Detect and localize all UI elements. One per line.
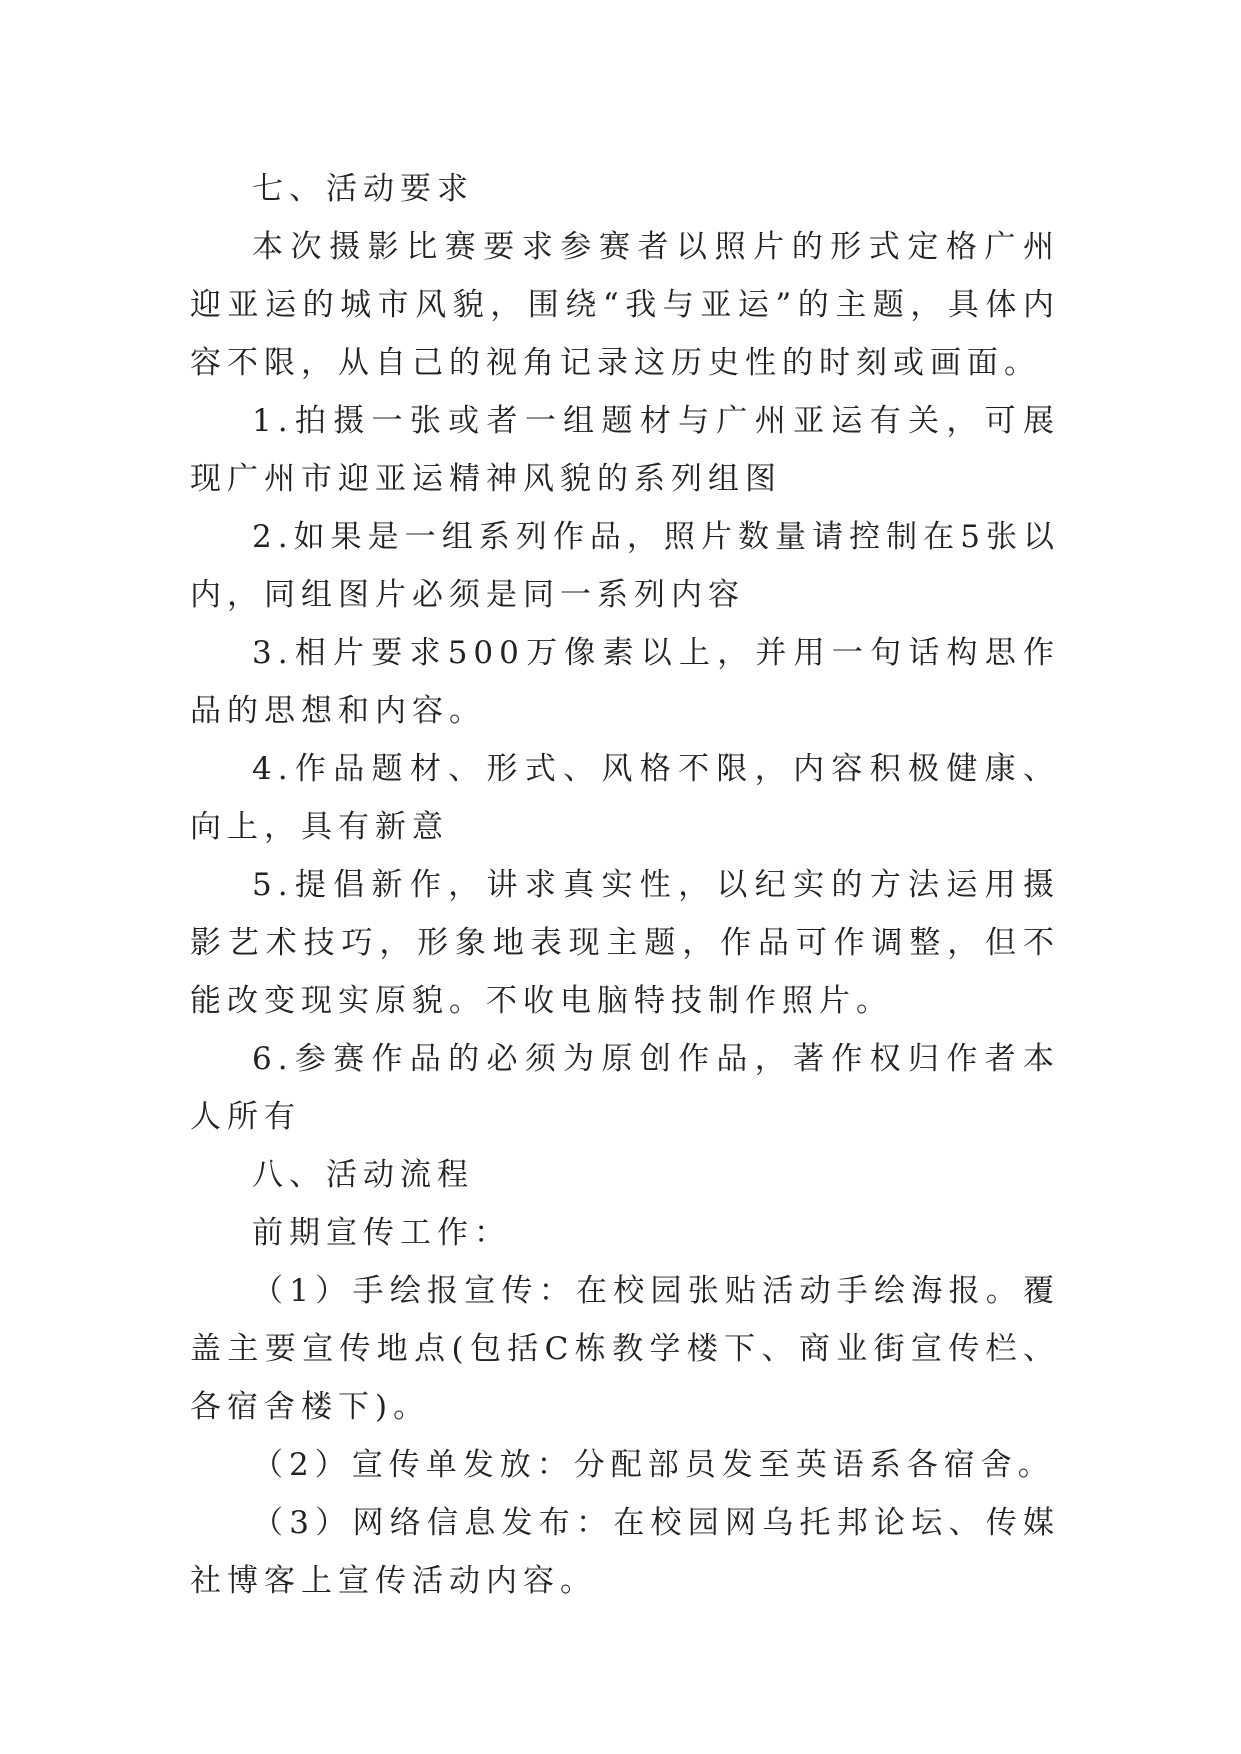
subheading-publicity: 前期宣传工作： [252, 1215, 511, 1251]
requirement-item-1: 1.拍摄一张或者一组题材与广州亚运有关，可展现广州市迎亚运精神风貌的系列组图 [190, 403, 1060, 497]
publicity-item-3: （3）网络信息发布：在校园网乌托邦论坛、传媒社博客上宣传活动内容。 [190, 1505, 1060, 1599]
requirement-item-3: 3.相片要求500万像素以上，并用一句话构思作品的思想和内容。 [190, 635, 1060, 729]
requirement-item-4: 4.作品题材、形式、风格不限，内容积极健康、向上，具有新意 [190, 751, 1060, 845]
section-heading-process: 八、活动流程 [252, 1157, 474, 1193]
requirement-item-5: 5.提倡新作，讲求真实性，以纪实的方法运用摄影艺术技巧，形象地表现主题，作品可作调整，但不能改变现实原貌。不收电脑特技制作照片。 [190, 867, 1060, 1019]
document-body [190, 160, 1060, 1610]
requirement-item-2: 2.如果是一组系列作品，照片数量请控制在5张以内，同组图片必须是同一系列内容 [190, 519, 1060, 613]
publicity-item-1: （1）手绘报宣传：在校园张贴活动手绘海报。覆盖主要宣传地点(包括C栋教学楼下、商业街宣传栏、各宿舍楼下)。 [190, 1273, 1060, 1425]
requirement-item-6: 6.参赛作品的必须为原创作品，著作权归作者本人所有 [190, 1041, 1060, 1135]
section-heading-requirements: 七、活动要求 [252, 171, 474, 207]
paragraph-intro: 本次摄影比赛要求参赛者以照片的形式定格广州迎亚运的城市风貌，围绕“我与亚运”的主题，具体内容不限，从自己的视角记录这历史性的时刻或画面。 [190, 229, 1060, 381]
publicity-item-2: （2）宣传单发放：分配部员发至英语系各宿舍。 [252, 1447, 1055, 1483]
